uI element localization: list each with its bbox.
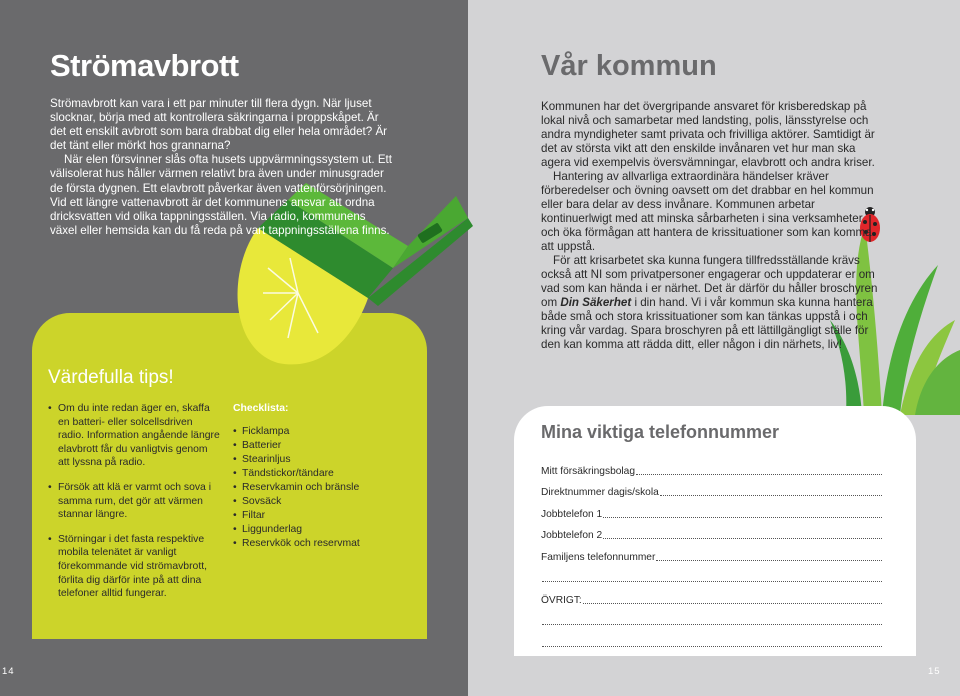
tips-list	[48, 402, 220, 612]
phone-field-label: Jobbtelefon 2	[541, 530, 603, 541]
phone-field-row[interactable]	[541, 627, 882, 649]
fill-in-line[interactable]	[542, 581, 882, 582]
fill-in-line[interactable]	[660, 495, 882, 496]
checklist-item: • Ficklampa	[233, 425, 413, 439]
phone-field-row[interactable]	[541, 498, 882, 520]
page-number-right: 15	[928, 666, 941, 677]
tips-list-item: • Om du inte redan äger en, skaffa en batteri- eller solcellsdriven radio. Information angående längre elavbrott får du vanligtvis genom att lyssna på radio.	[48, 402, 220, 470]
fill-in-line[interactable]	[542, 646, 882, 647]
phone-field-label: Familjens telefonnummer	[541, 551, 656, 563]
phone-field-label: Jobbtelefon 1	[541, 508, 603, 520]
kommun-text: För att krisarbetet ska kunna fungera tillfredsställande krävs också att NI som privatpersoner engagerar och uppdaterar er om vad som kan hända i er närhet. Det är därför du håller broschyren om	[541, 254, 878, 309]
phone-field-row[interactable]	[541, 563, 882, 585]
checklist-item: • Sovsäck	[233, 495, 413, 509]
fill-in-line[interactable]	[603, 517, 882, 518]
checklist-item: • Liggunderlag	[233, 523, 413, 537]
kommun-paragraph	[541, 254, 881, 352]
tips-title: Värdefulla tips!	[48, 367, 174, 388]
checklist-item: • Stearinljus	[233, 453, 413, 467]
phone-field-label: ÖVRIGT:	[541, 594, 582, 606]
checklist-item: • Batterier	[233, 439, 413, 453]
checklist-title: Checklista:	[233, 403, 289, 414]
page-title-var-kommun: Vår kommun	[541, 50, 717, 82]
phone-list	[541, 455, 882, 649]
stromavbrott-paragraph: När elen försvinner slås ofta husets uppvärmningssystem ut. Ett välisolerat hus håller värmen relativt bra även under minusgrader de första dygnen. Ett elavbrott påverkar även vattenförsörjningen. Vid ett längre vattenavbrott är det kommunens ansvar att ordna dricksvatten vid olika tappningsställen. Via radio, kommunens växel eller hemsida kan du få reda på vart tappningsställena finns.	[50, 153, 392, 237]
checklist	[233, 402, 413, 551]
kommun-text: i din hand. Vi i vår kommun ska kunna hantera både små och stora krissituationer som kan tänkas uppstå i och kring vår vardag. Spara broschyren på ett lättillgängligt ställe för den kan komma att rädda ditt, eller någon i din närhets, liv!	[541, 296, 873, 351]
phone-field-label: Direktnummer dagis/skola	[541, 487, 659, 498]
phone-field-row[interactable]	[541, 584, 882, 606]
checklist-item: • Reservkök och reservmat	[233, 537, 413, 551]
phone-field-row[interactable]	[541, 477, 882, 499]
fill-in-line[interactable]	[603, 538, 882, 539]
stromavbrott-paragraph: Strömavbrott kan vara i ett par minuter till flera dygn. När ljuset slocknar, börja med att kontrollera säkringarna i proppskåpet. Är det ett enskilt avbrott som bara drabbat dig eller hela området? Är det tänt eller mörkt hos grannarna?	[50, 97, 388, 153]
phone-field-row[interactable]	[541, 520, 882, 542]
phone-field-row[interactable]	[541, 455, 882, 477]
checklist-item: • Reservkamin och bränsle	[233, 481, 413, 495]
phone-list-title: Mina viktiga telefonnummer	[541, 422, 780, 442]
stromavbrott-body	[50, 97, 395, 238]
kommun-body	[541, 100, 881, 352]
fill-in-line[interactable]	[542, 624, 882, 625]
brochure-name: Din Säkerhet	[560, 296, 632, 309]
kommun-paragraph: Hantering av allvarliga extraordinära händelser kräver förberedelser och övning oavsett om det drabbar en hel kommun eller bara delar av dess invånare. Kommunen arbetar kontinuerlwigt med att minska sårbarheten i sina verksamheter och öka förmågan att hantera de krissituationer som kan komma att uppstå.	[541, 170, 874, 253]
fill-in-line[interactable]	[636, 474, 882, 475]
phone-field-row[interactable]	[541, 541, 882, 563]
page-number-left: 14	[2, 666, 15, 677]
tips-list-item: • Försök att klä er varmt och sova i samma rum, det gör att värmen stannar längre.	[48, 481, 220, 522]
kommun-paragraph: Kommunen har det övergripande ansvaret för krisberedskap på lokal nivå och samarbetar med landsting, polis, länsstyrelse och andra myndigheter samt privata och frivilliga aktörer. Samtidigt är det av största vikt att den enskilde invånaren vet hur man ska agera vid exempelvis översvämningar, elavbrott och andra kriser.	[541, 100, 875, 169]
checklist-item: • Tändstickor/tändare	[233, 467, 413, 481]
fill-in-line[interactable]	[583, 603, 882, 604]
phone-field-row[interactable]	[541, 606, 882, 628]
checklist-item: • Filtar	[233, 509, 413, 523]
phone-field-label: Mitt försäkringsbolag	[541, 465, 635, 477]
tips-list-item: • Störningar i det fasta respektive mobila telenätet är vanligt förekommande vid strömavbrott, förlita dig därför inte på att dina telefoner alltid fungerar.	[48, 533, 220, 601]
fill-in-line[interactable]	[656, 560, 882, 561]
page-title-stromavbrott: Strömavbrott	[50, 48, 239, 83]
